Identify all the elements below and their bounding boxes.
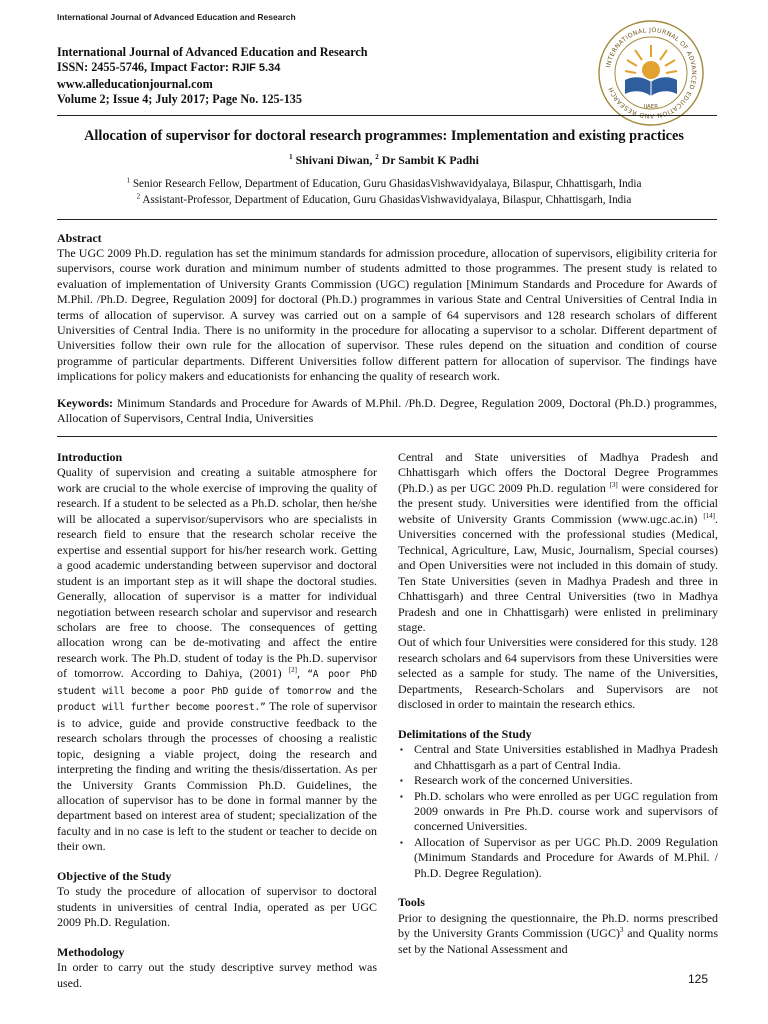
tools-text: Prior to designing the questionnaire, the Ph.D. norms prescribed by the University Grants Commission (UGC)$^3$ and Quality norms set by the National Assessment and bbox=[398, 910, 718, 956]
journal-info bbox=[57, 45, 368, 108]
open-book-icon bbox=[625, 77, 677, 96]
journal-name: International Journal of Advanced Education and Research bbox=[57, 45, 368, 59]
volume-line: Volume 2; Issue 4; July 2017; Page No. 125-135 bbox=[57, 92, 302, 107]
body-top-rule bbox=[57, 436, 717, 437]
bullet-icon: ▪ bbox=[400, 745, 403, 755]
delimitations-heading: Delimitations of the Study bbox=[398, 726, 532, 741]
impact-factor: RJIF 5.34 bbox=[232, 62, 281, 75]
journal-website: www.alleducationjournal.com bbox=[57, 76, 213, 91]
paper-title: Allocation of supervisor for doctoral research programmes: Implementation and existing practices bbox=[84, 128, 684, 144]
objective-text: To study the procedure of allocation of supervisor to doctoral students in universities of central India, operated as per UGC 2009 Ph.D. Regulation. bbox=[57, 884, 377, 930]
running-head: International Journal of Advanced Education and Research bbox=[57, 12, 296, 22]
dahiya-quote: “A poor PhD student will become a poor PhD guide of tomorrow and the product will further become poorest.” bbox=[57, 669, 377, 714]
issn-line: ISSN: 2455-5746, Impact Factor: RJIF 5.34 bbox=[57, 60, 281, 75]
methodology-text: In order to carry out the study descriptive survey method was used. bbox=[57, 960, 377, 990]
introduction-heading: Introduction bbox=[57, 450, 123, 464]
header-rule bbox=[57, 115, 717, 116]
right-column bbox=[398, 450, 718, 957]
logo-bottom-text: IJAER bbox=[643, 104, 659, 110]
introduction-text: Quality of supervision and creating a suitable atmosphere for work are crucial to the whole exercise of improving the quality of research. If a student to be selected as a Ph.D. scholar, then he/she will be allocated a supervisor/supervisors who are specialists in research field to ensure that the research scholar receive the expertise and essential support for his/her research work. Getting a good academic understanding between supervisor and doctoral student is an important step as it will shape the doctoral studies. Generally, allocation of supervisor is a matter for individual negotiation between research scholar and supervisor and research scholars are free to choose. The consequences of getting allocation wrong can be de-motivating and affect the entire research work. The Ph.D. student of today is the Ph.D. supervisor of tomorrow. According to Dahiya, (2001) [2], “A poor PhD student will become a poor PhD guide of tomorrow and the product will further become poorest.” The role of supervisor is to advice, guide and provide constructive feedback to the research scholars through the processes of choosing a realistic topic, designing a viable project, doing the research and interpreting the finding and writing the thesis/dissertation. As per the University Grants Commission Ph.D. Guidelines, the allocation of supervisor has to be done in formal manner by the department based on interest area of student; specialization of the faculty and in no case is left to the student or teacher to decide on their own. bbox=[57, 465, 377, 854]
tools-heading: Tools bbox=[398, 895, 425, 910]
delimitations-list bbox=[398, 742, 718, 881]
keywords-text: Minimum Standards and Procedure for Awards of M.Phil. /Ph.D. Degree, Regulation 2009, Doctoral (Ph.D.) programmes, Allocation of Supervisors, Central India, Universities bbox=[57, 396, 718, 426]
sample-paragraph: Central and State universities of Madhya Pradesh and Chhattisgarh which offers the Doctoral Degree Programmes (Ph.D.) as per UGC 2009 Ph.D. regulation [3] were considered for the present study. Universities were identified from the official website of University Grants Commission (www.ugc.ac.in) [14]. Universities concerned with the professional studies (Medical, Technical, Agriculture, Law, Music, Journalism, Special courses) and Open Universities were not included in this domain of study. Ten State Universities (seven in Madhya Pradesh and three in Chhattisgarh) and three Central Universities (two in Madhya Pradesh and one in Chhattisgarh) were enlisted in preliminary stage. bbox=[398, 450, 718, 634]
abstract-top-rule bbox=[57, 219, 717, 220]
citation-2: [2] bbox=[288, 666, 297, 675]
list-item: ▪ Allocation of Supervisor as per UGC Ph.D. 2009 Regulation (Minimum Standards and Procedure for Awards of M.Phil. / Ph.D. Degree Regulation). bbox=[400, 834, 718, 880]
abstract-text: The UGC 2009 Ph.D. regulation has set the minimum standards for admission procedure, allocation of supervisors, eligibility criteria for supervisors, course work duration and minimum number of students admitted to those programmes. The present study is related to evaluation of implementation of University Grants Commission (UGC) regulation [Minimum Standards and Procedure for Awards of M.Phil. /Ph.D. Degree, Regulation 2009] for doctoral (Ph.D.) programmes in various State and Central Universities of Central India in terms of allocation of supervisor. A survey was carried out on a sample of 64 supervisors and 128 research scholars of different Universities of Central India. There is no uniformity in the procedure for allocating a supervisor to a scholar. Different department of Universities follow their own rule for the allocation of supervisor. These rules depend on the situation and condition of course programme of particular departments. Different Universities follow different pattern for allocation of supervisor. The findings have implications for policy makers and educationists for enhancing the quality of research work. bbox=[57, 246, 717, 384]
objective-heading: Objective of the Study bbox=[57, 868, 172, 883]
affiliation-1: $^1$ Senior Research Fellow, Department of Education, Guru GhasidasVishwavidyalaya, Bilaspur, Chhattisgarh, India bbox=[126, 176, 642, 190]
abstract-heading: Abstract bbox=[57, 231, 102, 245]
bullet-icon: ▪ bbox=[400, 791, 403, 801]
authors-line: $^1$ Shivani Diwan, $^2$ Dr Sambit K Padhi bbox=[289, 153, 479, 167]
citation-14: [14] bbox=[703, 511, 715, 520]
list-item: ▪ Ph.D. scholars who were enrolled as per UGC regulation from 2009 onwards in Pre Ph.D. course work and supervisors of concerned Universities. bbox=[400, 788, 718, 834]
list-item: ▪ Central and State Universities established in Madhya Pradesh and Chhattisgarh as a part of Central India. bbox=[400, 742, 718, 772]
page-number: 125 bbox=[688, 972, 709, 986]
keywords bbox=[57, 396, 717, 427]
author-1: Shivani Diwan, bbox=[295, 153, 373, 167]
author-2: Dr Sambit K Padhi bbox=[381, 153, 479, 167]
bullet-icon: ▪ bbox=[400, 837, 403, 847]
list-item: ▪ Research work of the concerned Universities. bbox=[400, 773, 633, 788]
left-column bbox=[57, 450, 377, 991]
affiliation-2: $^2$ Assistant-Professor, Department of Education, Guru GhasidasVishwavidyalaya, Bilaspur, Chhattisgarh, India bbox=[136, 192, 632, 206]
sample-paragraph-2: Out of which four Universities were considered for this study. 128 research scholars and 64 supervisors from these Universities were selected as a sample for study. The name of the Universities, Departments, Research-Scholars and Supervisors are not disclosed in order to maintain the research ethics. bbox=[398, 635, 718, 712]
journal-logo bbox=[596, 18, 706, 128]
logo-ring-text: INTERNATIONAL JOURNAL OF ADVANCED EDUCATION AND RESEARCH bbox=[605, 26, 698, 120]
keywords-label: Keywords: bbox=[57, 396, 113, 410]
methodology-heading: Methodology bbox=[57, 944, 125, 959]
sun-icon bbox=[625, 45, 677, 79]
citation-3: [3] bbox=[609, 480, 618, 489]
bullet-icon: ▪ bbox=[400, 776, 403, 786]
